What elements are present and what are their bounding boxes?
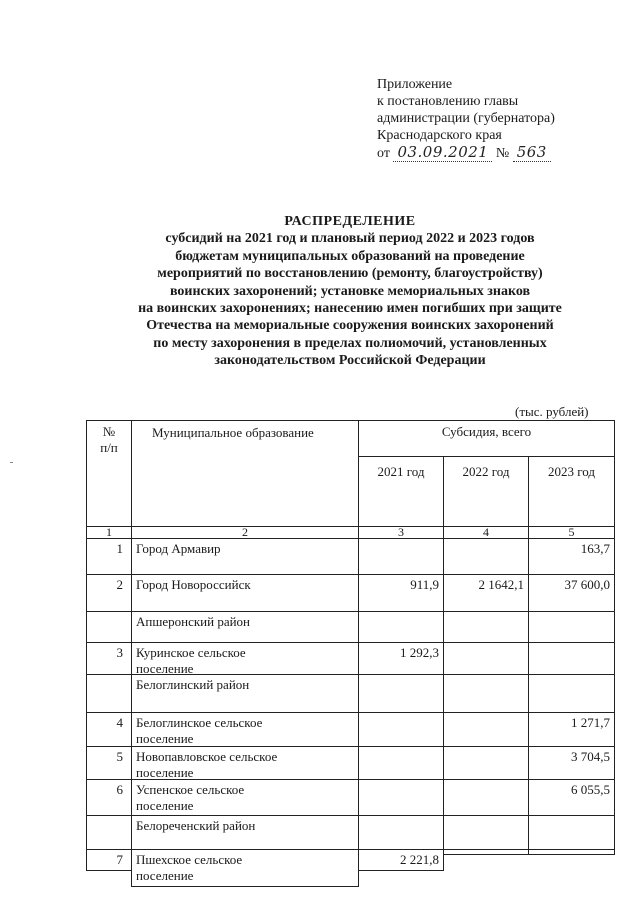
title-line: по месту захоронения в пределах полиомочий, установленных: [153, 335, 547, 351]
row-municipality-cell: [131, 779, 359, 816]
column-number-text: 4: [483, 525, 489, 539]
row-num-cell: [86, 746, 132, 780]
margin-mark: [10, 462, 13, 463]
row-num-cell: [86, 712, 132, 747]
row-value-text: 163,7: [580, 541, 610, 556]
row-value-cell: [443, 611, 529, 643]
appendix-line: Краснодарского края: [377, 128, 502, 143]
row-municipality-cell: [131, 815, 359, 850]
row-value-text: 911,9: [410, 577, 439, 592]
row-municipality-cell: [131, 849, 359, 887]
row-value-cell: [443, 712, 529, 747]
row-municipality-text: Город Новороссийск: [136, 577, 251, 592]
appendix-line: Приложение: [377, 77, 453, 92]
row-municipality-cell: [131, 746, 359, 780]
row-num-cell: [86, 674, 132, 713]
row-value-cell: [528, 574, 615, 612]
header-municipality-text: Муниципальное образование: [152, 425, 314, 440]
row-num-text: 6: [116, 782, 123, 797]
row-municipality-text: поселение: [136, 731, 194, 746]
row-num-text: 1: [116, 541, 123, 556]
row-municipality-text: поселение: [136, 798, 194, 813]
row-value-cell: [528, 642, 615, 675]
title-line: Отечества на мемориальные сооружения воинских захоронений: [146, 318, 554, 334]
row-num-cell: [86, 815, 132, 850]
row-value-text: 2 221,8: [400, 852, 439, 867]
title-line: бюджетам муниципальных образований на проведение: [175, 248, 525, 264]
row-value-cell: [528, 815, 615, 850]
row-municipality-text: Белореченский район: [136, 818, 256, 833]
row-municipality-text: Белоглинское сельское: [136, 715, 263, 730]
row-value-cell: [528, 849, 615, 855]
row-municipality-text: поселение: [136, 661, 194, 676]
row-value-cell: [358, 611, 444, 643]
row-municipality-text: поселение: [136, 868, 194, 883]
title-line: мероприятий по восстановлению (ремонту, благоустройству): [157, 266, 543, 282]
row-municipality-cell: [131, 611, 359, 643]
row-value-text: 3 704,5: [571, 749, 610, 764]
row-value-text: 37 600,0: [564, 577, 610, 592]
row-num-cell: [86, 611, 132, 643]
row-value-cell: [358, 849, 444, 871]
row-value-cell: [443, 746, 529, 780]
column-number-text: 3: [398, 525, 404, 539]
header-num-text: №: [102, 424, 116, 439]
row-value-text: 2 1642,1: [478, 577, 524, 592]
units-label: (тыс. рублей): [515, 404, 589, 419]
title-line: на воинских захоронениях; нанесению имен погибших при защите: [138, 301, 562, 317]
row-municipality-cell: [131, 642, 359, 675]
row-municipality-text: Апшеронский район: [136, 614, 251, 629]
row-value-cell: [443, 538, 529, 575]
row-municipality-text: Новопавловское сельское: [136, 749, 278, 764]
title-line: субсидий на 2021 год и плановый период 2022 и 2023 годов: [165, 231, 535, 247]
row-municipality-cell: [131, 674, 359, 713]
row-municipality-text: поселение: [136, 765, 194, 780]
row-num-cell: [86, 642, 132, 675]
header-year-cell: [528, 456, 615, 527]
row-municipality-text: Пшехское сельское: [136, 852, 243, 867]
row-value-cell: [358, 815, 444, 850]
row-num-cell: [86, 538, 132, 575]
row-value-cell: [528, 674, 615, 713]
header-subsidy-cell: [358, 420, 615, 457]
header-year-text: 2023 год: [548, 464, 595, 479]
row-municipality-cell: [131, 574, 359, 612]
header-num-cell: [86, 420, 132, 527]
appendix-date-line: [377, 144, 555, 162]
title-heading: РАСПРЕДЕЛЕНИЕ: [284, 214, 416, 229]
row-value-cell: [528, 712, 615, 747]
row-value-cell: [358, 746, 444, 780]
row-municipality-cell: [131, 712, 359, 747]
row-value-text: 6 055,5: [571, 782, 610, 797]
title-line: законодательством Российской Федерации: [214, 353, 486, 369]
row-value-text: 1 292,3: [400, 645, 439, 660]
row-value-cell: [443, 642, 529, 675]
document-title: [80, 213, 620, 370]
row-num-cell: [86, 849, 132, 871]
row-value-cell: [358, 712, 444, 747]
row-value-cell: [528, 538, 615, 575]
appendix-line: к постановлению главы: [377, 94, 519, 109]
row-municipality-text: Город Армавир: [136, 541, 221, 556]
title-line: воинских захоронений; установке мемориальных знаков: [169, 283, 531, 299]
row-value-cell: [358, 538, 444, 575]
row-value-cell: [443, 779, 529, 816]
row-value-cell: [443, 674, 529, 713]
row-municipality-text: Куринское сельское: [136, 645, 246, 660]
row-num-text: 2: [116, 577, 123, 592]
resolution-date: 03.09.2021: [393, 144, 492, 162]
header-num-text: п/п: [100, 440, 118, 455]
row-num-text: 3: [116, 645, 123, 660]
header-year-cell: [358, 456, 444, 527]
resolution-number: 563: [513, 144, 551, 162]
column-number-text: 1: [106, 525, 112, 539]
row-value-cell: [358, 779, 444, 816]
row-value-cell: [358, 642, 444, 675]
header-year-text: 2022 год: [462, 464, 510, 479]
row-municipality-text: Белоглинский район: [136, 677, 250, 692]
row-num-cell: [86, 779, 132, 816]
row-value-cell: [443, 815, 529, 850]
row-municipality-text: Успенское сельское: [136, 782, 245, 797]
row-value-cell: [528, 746, 615, 780]
date-prefix: от: [377, 146, 390, 161]
row-value-cell: [528, 779, 615, 816]
row-value-cell: [443, 574, 529, 612]
appendix-block: [377, 76, 555, 162]
header-year-text: 2021 год: [377, 464, 425, 479]
row-value-cell: [528, 611, 615, 643]
row-num-text: 4: [116, 715, 123, 730]
header-year-cell: [443, 456, 529, 527]
header-subsidy-text: Субсидия, всего: [441, 424, 532, 439]
number-label: №: [495, 146, 510, 161]
row-num-text: 5: [116, 749, 123, 764]
row-num-cell: [86, 574, 132, 612]
header-municipality-cell: [131, 420, 359, 527]
row-value-cell: [358, 574, 444, 612]
row-value-cell: [443, 849, 529, 855]
appendix-line: администрации (губернатора): [377, 111, 555, 126]
row-municipality-cell: [131, 538, 359, 575]
row-value-text: 1 271,7: [571, 715, 610, 730]
column-number-text: 2: [242, 525, 248, 539]
subsidy-table: [86, 420, 614, 883]
row-num-text: 7: [116, 852, 123, 867]
row-value-cell: [358, 674, 444, 713]
column-number-text: 5: [568, 525, 575, 539]
